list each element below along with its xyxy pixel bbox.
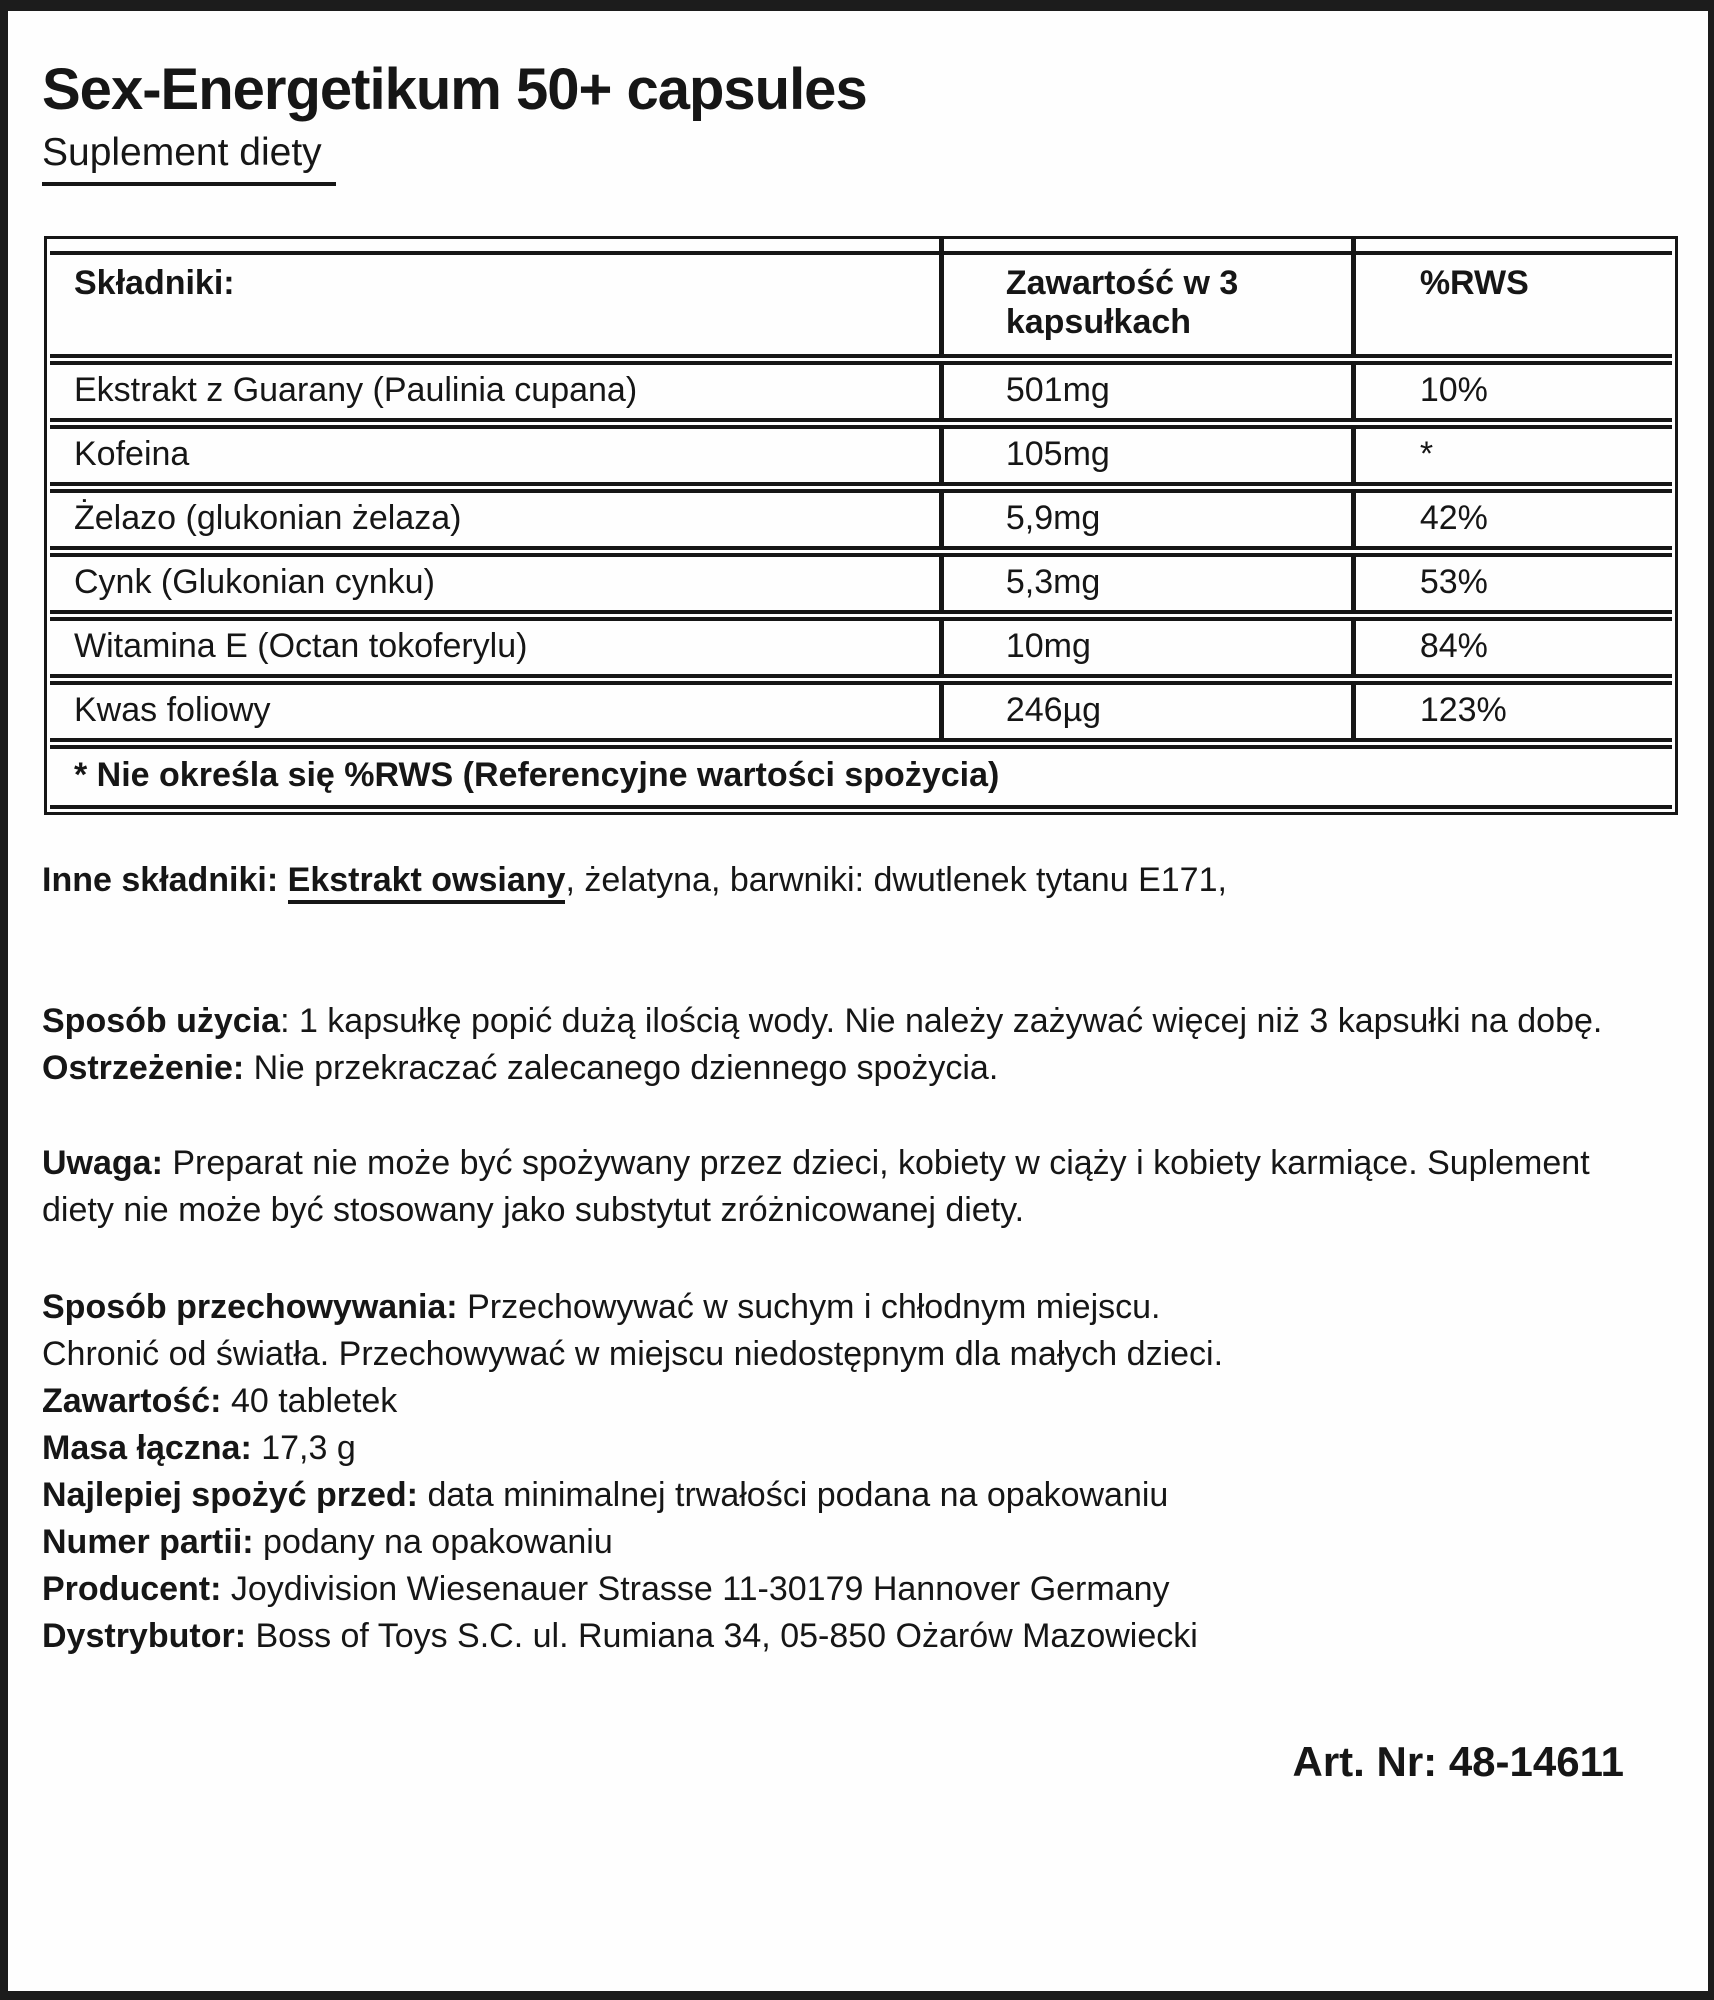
table-footnote-row	[50, 745, 1672, 809]
storage-label: Sposób przechowywania:	[42, 1288, 458, 1326]
ingredient-rws: 123%	[1351, 685, 1672, 738]
detail-value: 17,3 g	[251, 1429, 356, 1467]
storage-paragraph	[42, 1284, 1680, 1378]
table-header-row	[50, 251, 1672, 358]
table-row	[50, 425, 1672, 486]
ingredient-name: Kofeina	[74, 435, 190, 473]
ingredient-amount: 501mg	[939, 365, 1351, 418]
column-header-amount: Zawartość w 3 kapsułkach	[939, 255, 1351, 354]
detail-label: Numer partii:	[42, 1523, 254, 1561]
usage-paragraph	[42, 998, 1622, 1045]
detail-line-contents	[42, 1378, 1680, 1425]
detail-value: data minimalnej trwałości podana na opakowaniu	[418, 1476, 1169, 1514]
ingredient-amount: 10mg	[939, 621, 1351, 674]
detail-line-producer	[42, 1566, 1680, 1613]
detail-line-total-mass	[42, 1425, 1680, 1472]
ingredient-name: Ekstrakt z Guarany (Paulinia cupana)	[74, 371, 638, 409]
detail-value: Boss of Toys S.C. ul. Rumiana 34, 05-850 Ożarów Mazowiecki	[246, 1617, 1198, 1655]
storage-line-2: Chronić od światła. Przechowywać w miejscu niedostępnym dla małych dzieci.	[42, 1335, 1224, 1373]
label-body-text	[42, 857, 1680, 1785]
table-row	[50, 617, 1672, 678]
detail-label: Masa łączna:	[42, 1429, 252, 1467]
note-text: Preparat nie może być spożywany przez dzieci, kobiety w ciąży i kobiety karmiące. Suplement diety nie może być stosowany jako substytut zróżnicowanej diety.	[42, 1144, 1590, 1229]
table-row	[50, 553, 1672, 614]
table-row	[50, 681, 1672, 742]
other-ingredients-rest: , żelatyna, barwniki: dwutlenek tytanu E171,	[565, 861, 1227, 899]
table-row	[50, 489, 1672, 550]
detail-value: podany na opakowaniu	[253, 1523, 613, 1561]
detail-label: Dystrybutor:	[42, 1617, 247, 1655]
table-row	[50, 361, 1672, 422]
detail-label: Zawartość:	[42, 1382, 222, 1420]
storage-text-1: Przechowywać w suchym i chłodnym miejscu.	[457, 1288, 1161, 1326]
ingredient-name: Żelazo (glukonian żelaza)	[74, 499, 462, 537]
ingredient-rws: 10%	[1351, 365, 1672, 418]
detail-value: Joydivision Wiesenauer Strasse 11-30179 Hannover Germany	[221, 1570, 1170, 1608]
ingredients-table	[44, 236, 1678, 815]
page-title: Sex-Energetikum 50+ capsules	[42, 57, 867, 122]
ingredient-rws: 84%	[1351, 621, 1672, 674]
warning-text: Nie przekraczać zalecanego dziennego spożycia.	[244, 1049, 999, 1087]
ingredient-name: Witamina E (Octan tokoferylu)	[74, 627, 528, 665]
detail-line-distributor	[42, 1613, 1680, 1660]
page-subtitle-text: Suplement diety	[42, 129, 336, 186]
page-subtitle	[42, 129, 336, 186]
usage-label: Sposób użycia	[42, 1002, 281, 1040]
warning-line	[42, 1045, 1680, 1092]
detail-label: Producent:	[42, 1570, 222, 1608]
storage-line-1	[42, 1284, 1680, 1331]
ingredient-name: Cynk (Glukonian cynku)	[74, 563, 435, 601]
warning-label: Ostrzeżenie:	[42, 1049, 245, 1087]
ingredient-amount: 105mg	[939, 429, 1351, 482]
ingredient-rws: 53%	[1351, 557, 1672, 610]
ingredient-amount: 5,9mg	[939, 493, 1351, 546]
article-number: Art. Nr: 48-14611	[1292, 1738, 1624, 1785]
note-paragraph	[42, 1140, 1642, 1234]
ingredient-amount: 246µg	[939, 685, 1351, 738]
ingredient-rws: 42%	[1351, 493, 1672, 546]
detail-value: 40 tabletek	[221, 1382, 398, 1420]
detail-line-best-before	[42, 1472, 1680, 1519]
usage-text: : 1 kapsułkę popić dużą ilością wody. Nie należy zażywać więcej niż 3 kapsułki na dobę.	[280, 1002, 1603, 1040]
other-ingredients-underlined: Ekstrakt owsiany	[288, 861, 566, 904]
other-ingredients-label: Inne składniki:	[42, 861, 279, 899]
table-top-spacer-row	[50, 239, 1672, 251]
note-label: Uwaga:	[42, 1144, 163, 1182]
column-header-ingredients: Składniki:	[74, 264, 235, 302]
ingredient-amount: 5,3mg	[939, 557, 1351, 610]
detail-line-batch-number	[42, 1519, 1680, 1566]
label-content	[8, 57, 1708, 1785]
table-footnote: * Nie określa się %RWS (Referencyjne wartości spożycia)	[74, 756, 1000, 794]
other-ingredients-line	[42, 857, 1680, 904]
ingredient-rws: *	[1351, 429, 1672, 482]
ingredient-name: Kwas foliowy	[74, 691, 271, 729]
product-details-list	[42, 1378, 1680, 1660]
detail-label: Najlepiej spożyć przed:	[42, 1476, 418, 1514]
column-header-rws: %RWS	[1351, 255, 1672, 354]
